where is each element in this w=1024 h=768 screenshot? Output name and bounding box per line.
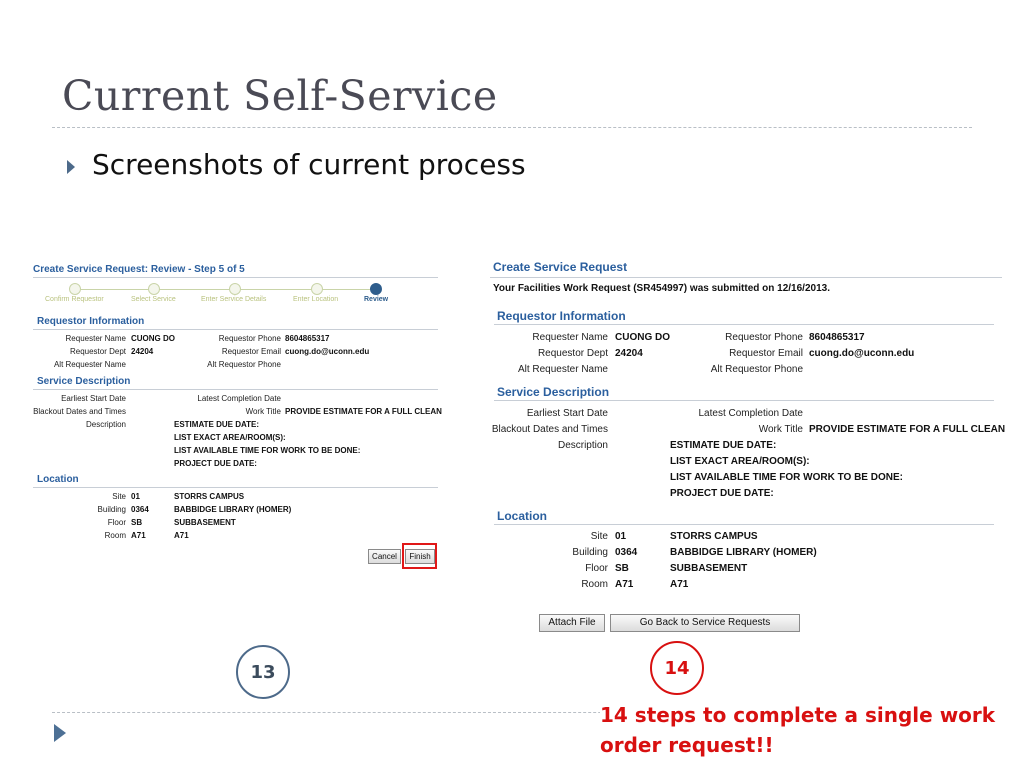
- site-name: STORRS CAMPUS: [174, 492, 245, 501]
- slide-title: Current Self-Service: [62, 72, 498, 120]
- finish-highlight-box: [402, 543, 437, 569]
- building-code: 0364: [615, 547, 638, 558]
- step-dot-location: [311, 283, 323, 295]
- floor-label: Floor: [107, 518, 126, 527]
- requestor-phone-value: 8604865317: [285, 334, 330, 343]
- requestor-dept-value: 24204: [615, 348, 643, 359]
- description-line: ESTIMATE DUE DATE:: [174, 420, 260, 429]
- alt-requestor-phone-label: Alt Requestor Phone: [710, 364, 803, 375]
- step-progress-line: [80, 289, 375, 290]
- requestor-phone-label: Requestor Phone: [218, 334, 281, 343]
- work-title-label: Work Title: [245, 407, 281, 416]
- section-divider: [494, 324, 994, 325]
- description-line: LIST AVAILABLE TIME FOR WORK TO BE DONE:: [670, 472, 903, 483]
- step-label-select[interactable]: Select Service: [131, 296, 176, 303]
- step-count-badge-14: 14: [650, 641, 704, 695]
- room-code: A71: [615, 579, 634, 590]
- title-divider: [52, 127, 972, 128]
- floor-label: Floor: [585, 563, 608, 574]
- site-code: 01: [615, 531, 627, 542]
- floor-name: SUBBASEMENT: [670, 563, 748, 574]
- description-line: PROJECT DUE DATE:: [670, 488, 774, 499]
- room-name: A71: [670, 579, 689, 590]
- work-title-label: Work Title: [758, 424, 803, 435]
- section-divider: [494, 400, 994, 401]
- requester-name-label: Requester Name: [65, 334, 126, 343]
- blackout-label: Blackout Dates and Times: [491, 424, 608, 435]
- requestor-section-title: Requestor Information: [497, 309, 626, 323]
- latest-completion-label: Latest Completion Date: [197, 394, 281, 403]
- floor-code: SB: [615, 563, 629, 574]
- site-label: Site: [590, 531, 608, 542]
- requestor-email-label: Requestor Email: [221, 347, 281, 356]
- section-divider: [494, 524, 994, 525]
- step-count-badge-13: 13: [236, 645, 290, 699]
- description-line: ESTIMATE DUE DATE:: [670, 440, 777, 451]
- step-dot-details: [229, 283, 241, 295]
- requestor-section-title: Requestor Information: [37, 316, 145, 327]
- bullet-arrow-icon: [67, 160, 75, 174]
- service-section-title: Service Description: [497, 385, 610, 399]
- requestor-phone-label: Requestor Phone: [725, 332, 803, 343]
- section-divider: [33, 329, 438, 330]
- bullet-text: Screenshots of current process: [92, 148, 526, 181]
- room-label: Room: [104, 531, 126, 540]
- building-name: BABBIDGE LIBRARY (HOMER): [670, 547, 817, 558]
- service-section-title: Service Description: [37, 376, 131, 387]
- section-divider: [33, 389, 438, 390]
- submission-message: Your Facilities Work Request (SR454997) was submitted on 12/16/2013.: [493, 283, 830, 294]
- description-line: PROJECT DUE DATE:: [174, 459, 257, 468]
- header-divider: [33, 277, 438, 278]
- step-dot-confirm: [69, 283, 81, 295]
- review-header: Create Service Request: Review - Step 5 of 5: [33, 264, 245, 275]
- site-code: 01: [131, 492, 140, 501]
- requestor-email-label: Requestor Email: [729, 348, 803, 359]
- floor-name: SUBBASEMENT: [174, 518, 236, 527]
- latest-completion-label: Latest Completion Date: [698, 408, 803, 419]
- floor-code: SB: [131, 518, 143, 527]
- site-label: Site: [112, 492, 126, 501]
- requester-name-value: CUONG DO: [131, 334, 175, 343]
- location-section-title: Location: [37, 474, 79, 485]
- requester-name-label: Requester Name: [532, 332, 608, 343]
- room-label: Room: [581, 579, 608, 590]
- description-line: LIST EXACT AREA/ROOM(S):: [174, 433, 286, 442]
- requestor-dept-label: Requestor Dept: [69, 347, 126, 356]
- callout-text: 14 steps to complete a single work order request!!: [600, 700, 1000, 760]
- requestor-dept-label: Requestor Dept: [537, 348, 608, 359]
- step-label-details[interactable]: Enter Service Details: [201, 296, 267, 303]
- building-label: Building: [572, 547, 608, 558]
- step-dot-select: [148, 283, 160, 295]
- blackout-label: Blackout Dates and Times: [33, 407, 126, 416]
- requestor-email-value: cuong.do@uconn.edu: [285, 347, 370, 356]
- cancel-button[interactable]: Cancel: [368, 549, 401, 564]
- alt-requestor-phone-label: Alt Requestor Phone: [207, 360, 281, 369]
- room-code: A71: [131, 531, 146, 540]
- alt-requester-name-label: Alt Requester Name: [53, 360, 126, 369]
- attach-file-button[interactable]: Attach File: [539, 614, 605, 632]
- room-name: A71: [174, 531, 189, 540]
- step-label-location[interactable]: Enter Location: [293, 296, 339, 303]
- requestor-phone-value: 8604865317: [809, 332, 865, 343]
- work-title-value: PROVIDE ESTIMATE FOR A FULL CLEAN: [809, 424, 1006, 435]
- work-title-value: PROVIDE ESTIMATE FOR A FULL CLEAN: [285, 407, 442, 416]
- step-dot-review: [370, 283, 382, 295]
- requester-name-value: CUONG DO: [615, 332, 670, 343]
- requestor-email-value: cuong.do@uconn.edu: [809, 348, 915, 359]
- description-line: LIST AVAILABLE TIME FOR WORK TO BE DONE:: [174, 446, 361, 455]
- description-line: LIST EXACT AREA/ROOM(S):: [670, 456, 810, 467]
- requestor-dept-value: 24204: [131, 347, 154, 356]
- earliest-start-label: Earliest Start Date: [61, 394, 126, 403]
- alt-requester-name-label: Alt Requester Name: [517, 364, 608, 375]
- building-code: 0364: [131, 505, 149, 514]
- go-back-button[interactable]: Go Back to Service Requests: [610, 614, 800, 632]
- description-label: Description: [557, 440, 608, 451]
- section-divider: [33, 487, 438, 488]
- location-section-title: Location: [497, 509, 547, 523]
- header-divider: [490, 277, 1002, 278]
- confirmation-header: Create Service Request: [493, 260, 628, 274]
- next-slide-arrow-icon[interactable]: [54, 724, 66, 742]
- building-label: Building: [97, 505, 126, 514]
- finish-button[interactable]: Finish: [405, 549, 435, 564]
- step-label-review: Review: [364, 296, 389, 303]
- site-name: STORRS CAMPUS: [670, 531, 758, 542]
- description-label: Description: [85, 420, 126, 429]
- building-name: BABBIDGE LIBRARY (HOMER): [174, 505, 292, 514]
- step-label-confirm[interactable]: Confirm Requestor: [45, 296, 104, 303]
- earliest-start-label: Earliest Start Date: [526, 408, 608, 419]
